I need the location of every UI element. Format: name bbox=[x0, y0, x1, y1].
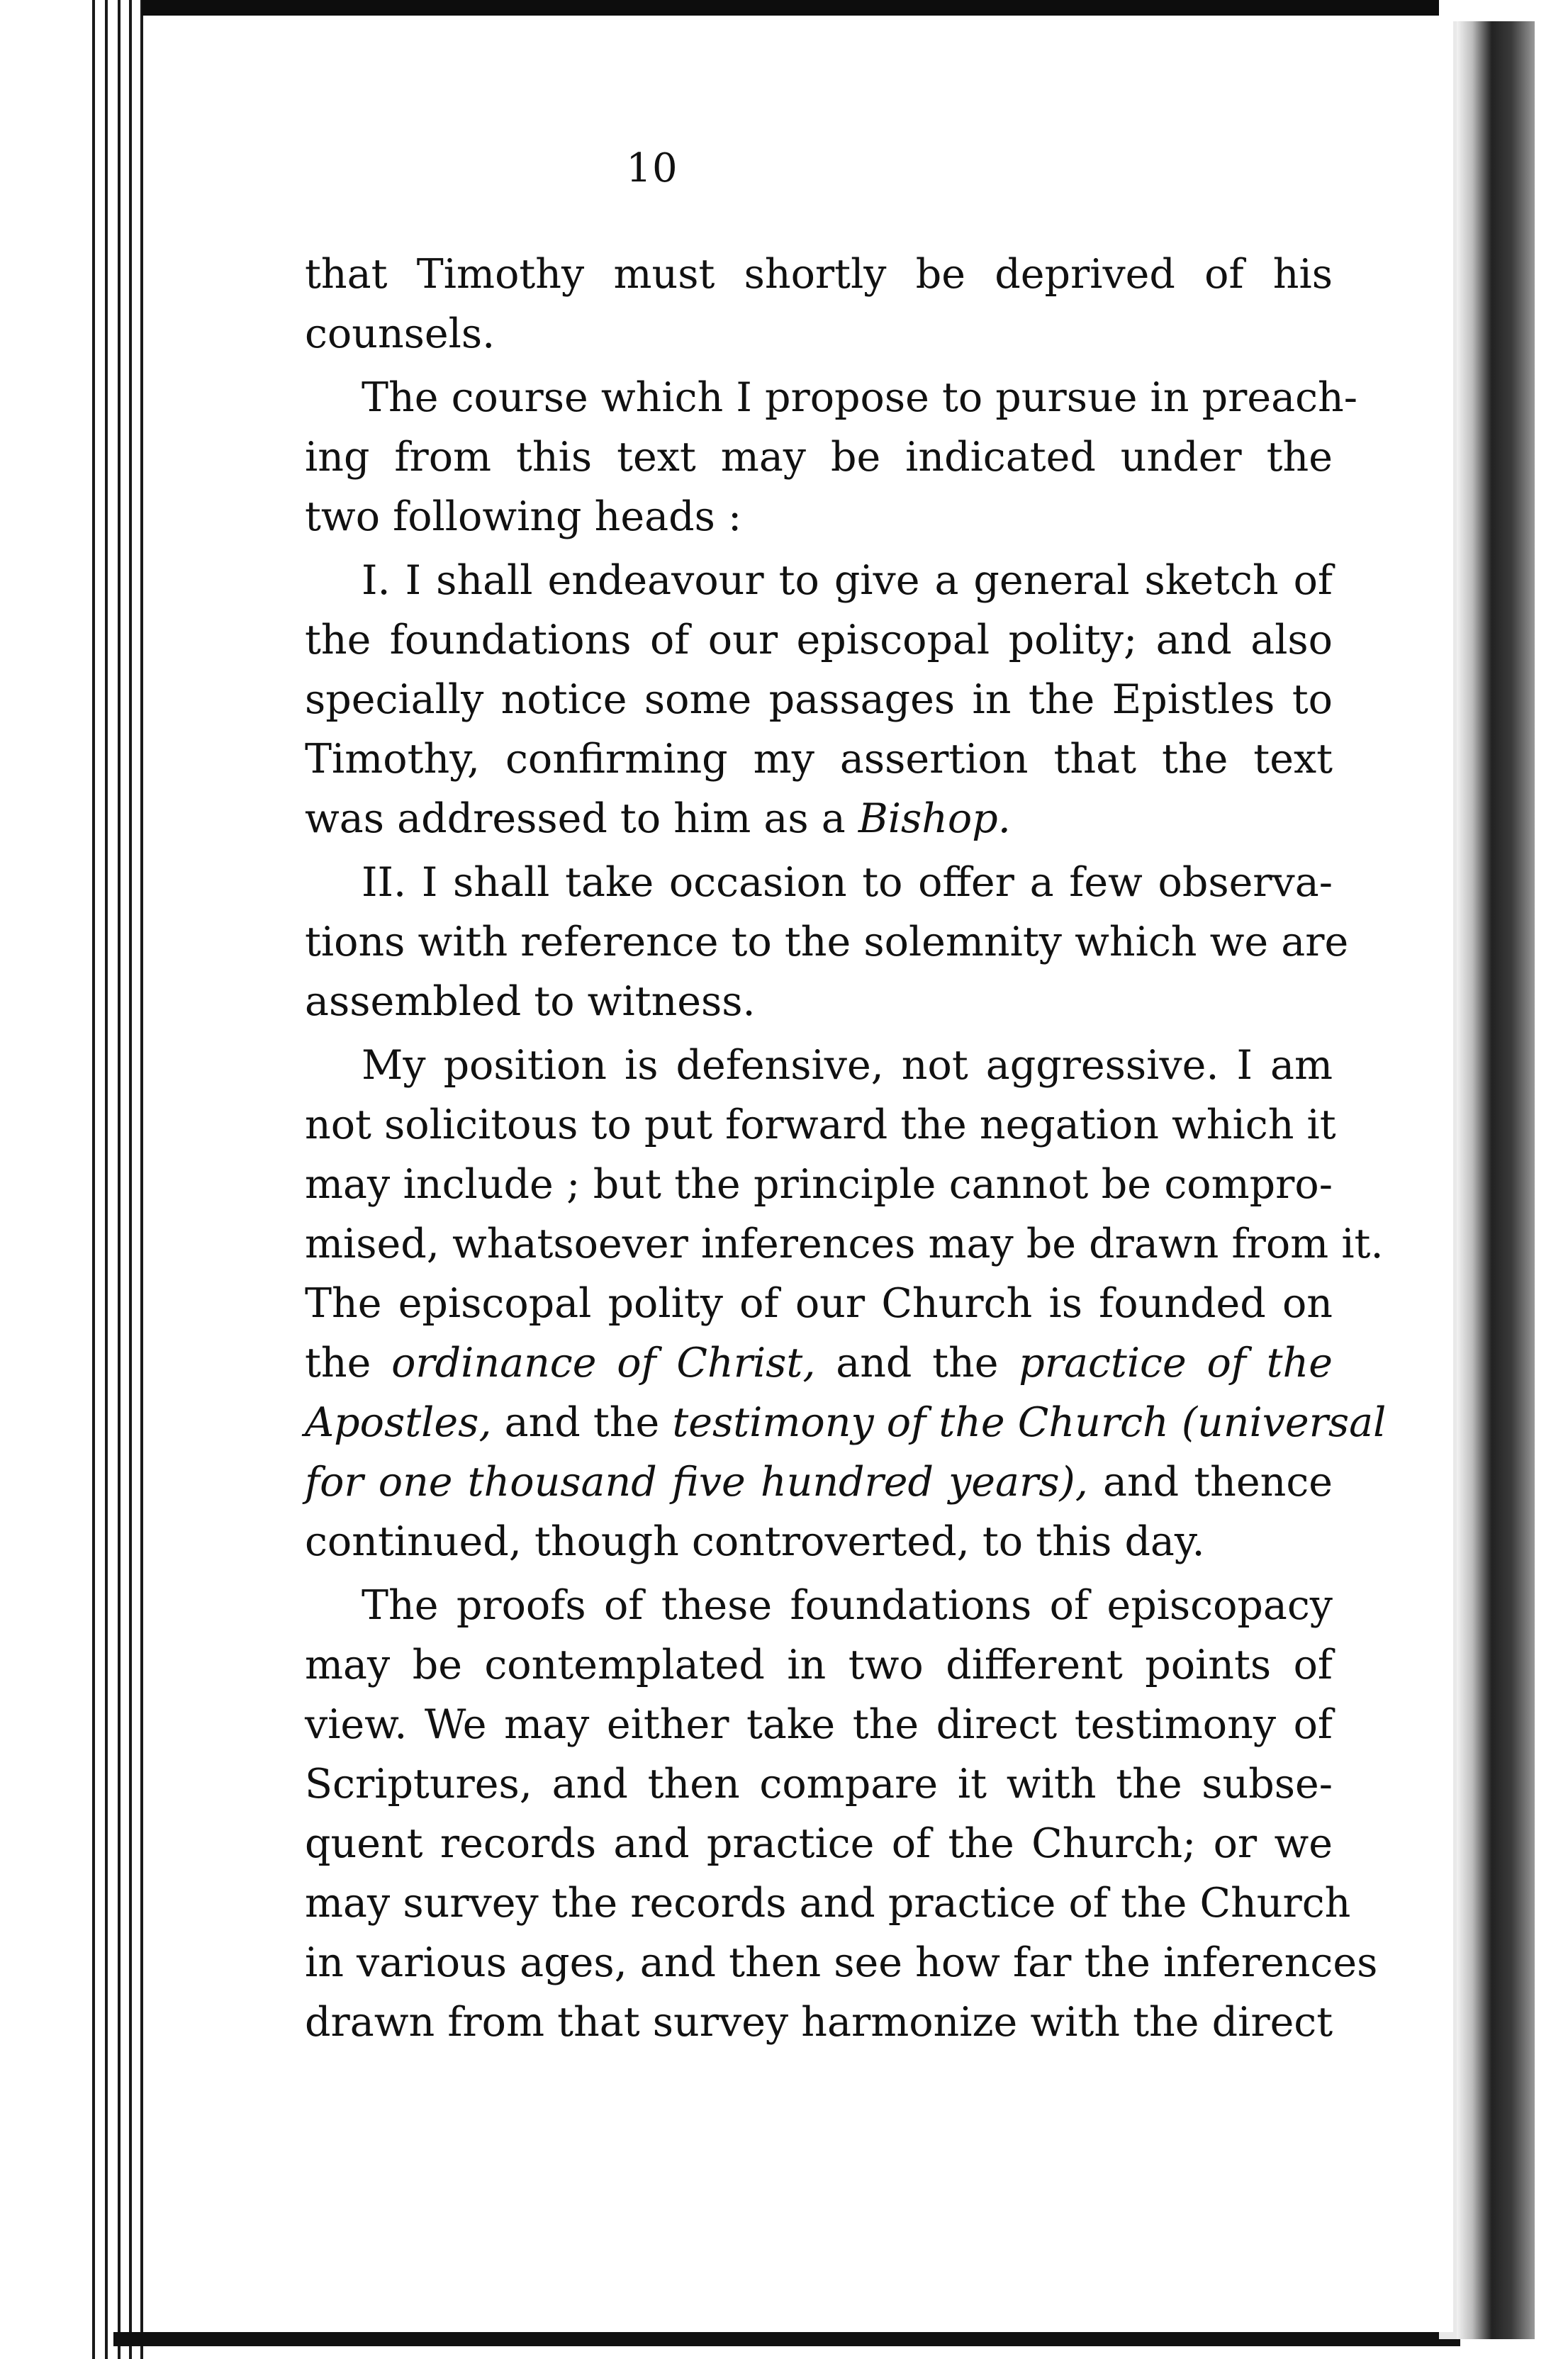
text-line: specially notice some passages in the Epistles to bbox=[305, 676, 1333, 723]
italic-text-run: testimony of the Church (universal bbox=[672, 1399, 1387, 1446]
text-line: ing from this text may be indicated under the bbox=[305, 434, 1333, 481]
text-line: in various ages, and then see how far the inferences bbox=[305, 1939, 1378, 1986]
text-line: Timothy, confirming my assertion that the text bbox=[305, 736, 1333, 783]
text-line: not solicitous to put forward the negation which it bbox=[305, 1102, 1336, 1148]
italic-text-run: for one thousand five hundred years), bbox=[305, 1459, 1088, 1506]
text-line: The proofs of these foundations of episcopacy bbox=[362, 1582, 1333, 1629]
body-text bbox=[305, 245, 1387, 2052]
page-edge-line bbox=[105, 0, 108, 2359]
text-line bbox=[305, 1333, 1333, 1393]
page-edge-line bbox=[140, 0, 143, 2359]
italic-text-run: Apostles, bbox=[305, 1399, 492, 1446]
text-run: was addressed to him as a bbox=[305, 795, 858, 842]
text-line: I. I shall endeavour to give a general sketch of bbox=[362, 557, 1333, 604]
text-line: II. I shall take occasion to offer a few observa- bbox=[362, 859, 1333, 906]
text-line: view. We may either take the direct testimony of bbox=[305, 1701, 1333, 1748]
text-line: assembled to witness. bbox=[305, 978, 756, 1025]
page-number: 10 bbox=[626, 145, 678, 191]
book-page-edges bbox=[85, 0, 177, 2359]
text-line: The episcopal polity of our Church is founded on bbox=[305, 1280, 1333, 1327]
text-line: continued, though controverted, to this day. bbox=[305, 1518, 1205, 1565]
text-line bbox=[305, 1393, 1387, 1452]
scan-bottom-border bbox=[113, 2332, 1460, 2346]
text-line: may survey the records and practice of the Church bbox=[305, 1880, 1351, 1927]
text-line bbox=[305, 789, 1333, 848]
text-line: may include ; but the principle cannot be compro- bbox=[305, 1161, 1333, 1208]
text-line: My position is defensive, not aggressive. I am bbox=[362, 1042, 1333, 1089]
text-run: and the bbox=[815, 1340, 1019, 1386]
text-line: the foundations of our episcopal polity; and also bbox=[305, 617, 1333, 663]
text-line: The course which I propose to pursue in preach- bbox=[362, 374, 1357, 421]
text-run: the bbox=[305, 1340, 392, 1386]
text-line: two following heads : bbox=[305, 493, 742, 540]
text-line: mised, whatsoever inferences may be drawn from it. bbox=[305, 1221, 1384, 1267]
text-line: that Timothy must shortly be deprived of his bbox=[305, 251, 1333, 298]
page-edge-line bbox=[92, 0, 95, 2359]
italic-text-run: practice of the bbox=[1019, 1340, 1333, 1386]
text-line: Scriptures, and then compare it with the subse- bbox=[305, 1761, 1333, 1808]
italic-text-run: ordinance of Christ, bbox=[391, 1340, 816, 1386]
text-line: counsels. bbox=[305, 310, 495, 357]
text-line: tions with reference to the solemnity which we are bbox=[305, 919, 1349, 965]
page-edge-line bbox=[118, 0, 121, 2359]
scan-top-border bbox=[142, 0, 1439, 16]
text-run: and the bbox=[491, 1399, 673, 1446]
italic-text-run: Bishop. bbox=[858, 795, 1011, 842]
text-line: quent records and practice of the Church; or we bbox=[305, 1820, 1333, 1867]
page-edge-line bbox=[129, 0, 132, 2359]
text-line: may be contemplated in two different points of bbox=[305, 1642, 1333, 1688]
text-line: drawn from that survey harmonize with the direct bbox=[305, 1999, 1333, 2046]
text-run: and thence bbox=[1087, 1459, 1333, 1506]
book-spine-shadow bbox=[1457, 21, 1535, 2339]
text-line bbox=[305, 1452, 1333, 1512]
